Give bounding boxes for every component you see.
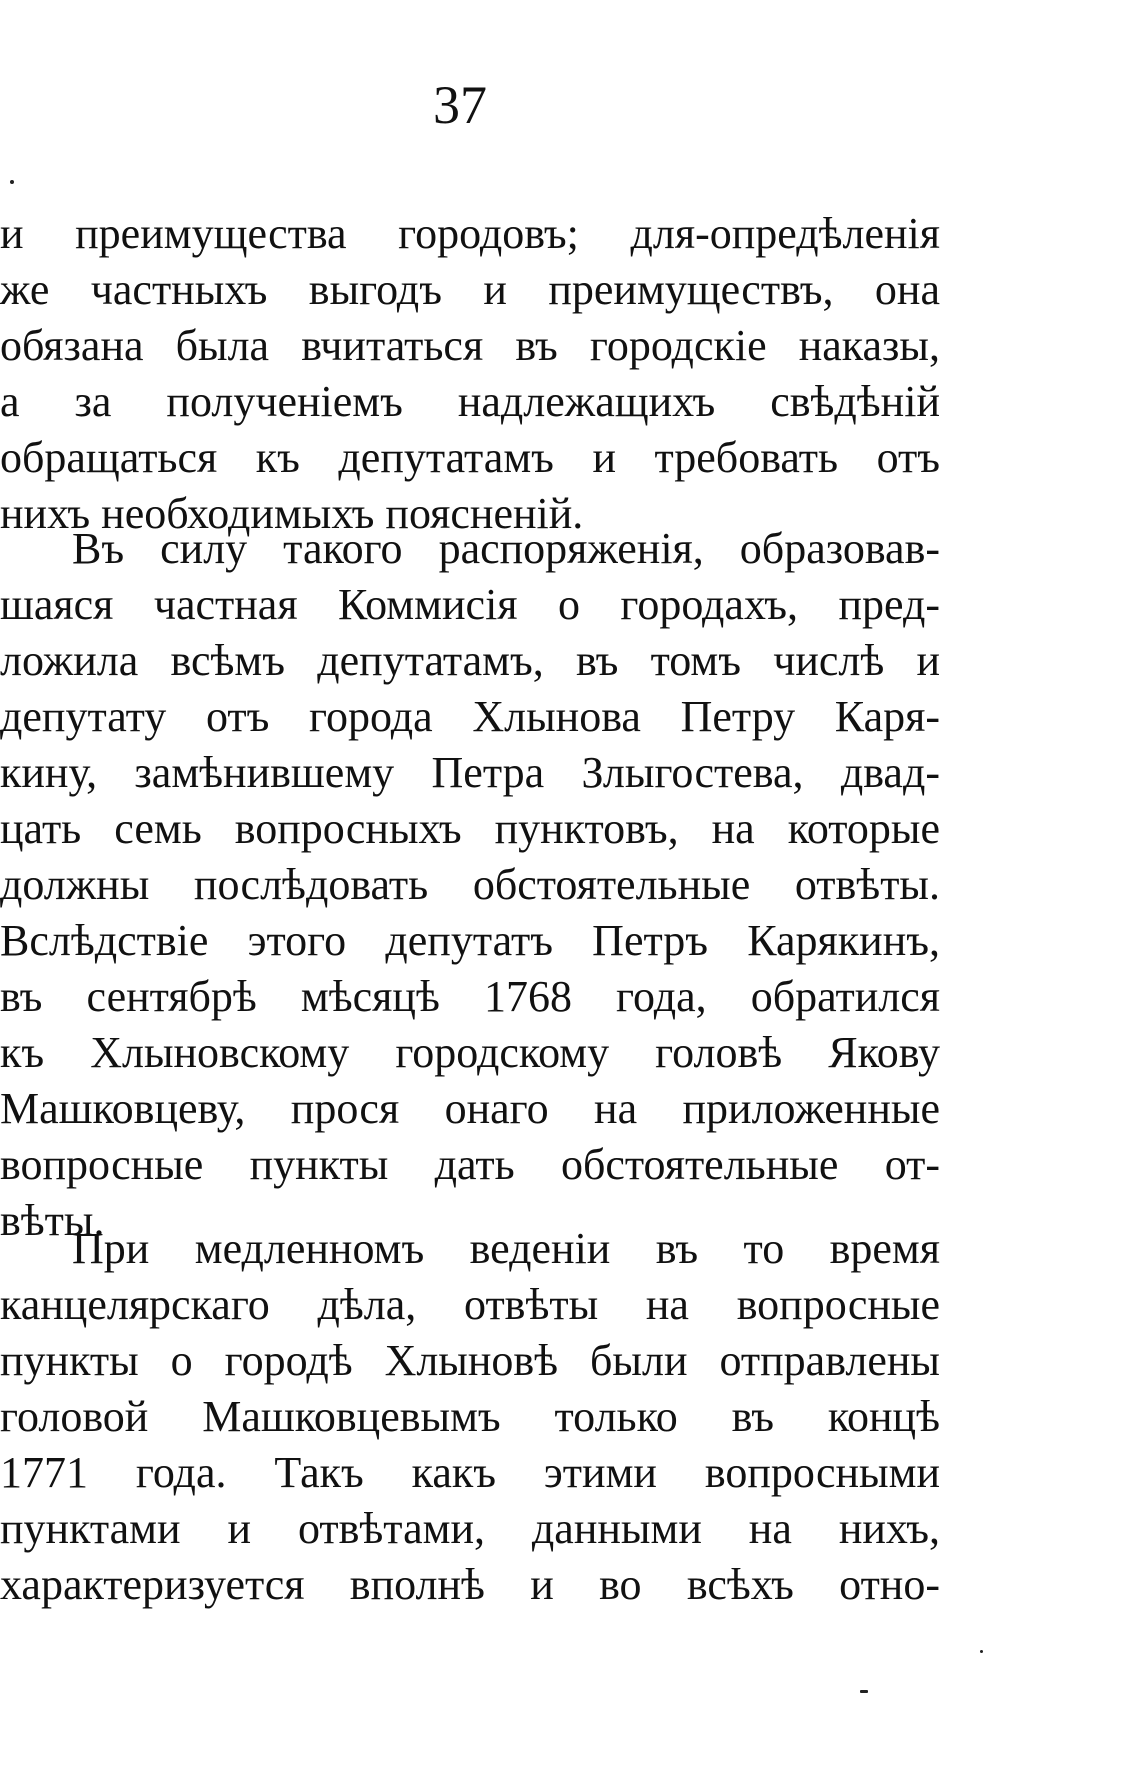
text-line: депутату отъ города Хлынова Петру Каря-	[0, 692, 940, 741]
text-line: а за полученіемъ надлежащихъ свѣдѣній	[0, 377, 940, 426]
text-line: цать семь вопросныхъ пунктовъ, на которые	[0, 804, 940, 853]
paragraph-3	[0, 1221, 940, 1613]
text-line: должны послѣдовать обстоятельные отвѣты.	[0, 860, 940, 909]
text-line: обязана была вчитаться въ городскіе наказы,	[0, 321, 940, 370]
text-line: обращаться къ депутатамъ и требовать отъ	[0, 433, 940, 482]
text-line: же частныхъ выгодъ и преимуществъ, она	[0, 265, 940, 314]
text-line: къ Хлыновскому городскому головѣ Якову	[0, 1028, 940, 1077]
paragraph-2	[0, 521, 940, 1249]
text-line: Машковцеву, прося онаго на приложенные	[0, 1084, 940, 1133]
text-line: 1771 года. Такъ какъ этими вопросными	[0, 1448, 940, 1497]
text-line: шаяся частная Коммисія о городахъ, пред-	[0, 580, 940, 629]
text-line: пунктами и отвѣтами, данными на нихъ,	[0, 1504, 940, 1553]
text-line: нихъ необходимыхъ поясненій.	[0, 489, 584, 538]
text-line: кину, замѣнившему Петра Злыгостева, двад-	[0, 748, 940, 797]
text-line: ложила всѣмъ депутатамъ, въ томъ числѣ и	[0, 636, 940, 685]
text-line: характеризуется вполнѣ и во всѣхъ отно-	[0, 1560, 940, 1609]
paragraph-1	[0, 206, 940, 542]
text-line: пункты о городѣ Хлыновѣ были отправлены	[0, 1336, 940, 1385]
print-speck	[980, 1650, 983, 1653]
text-line: головой Машковцевымъ только въ концѣ	[0, 1392, 940, 1441]
print-speck	[10, 180, 14, 184]
text-line: вѣты.	[0, 1196, 105, 1245]
text-line: канцелярскаго дѣла, отвѣты на вопросные	[0, 1280, 940, 1329]
text-line: въ сентябрѣ мѣсяцѣ 1768 года, обратился	[0, 972, 940, 1021]
text-line: Въ силу такого распоряженія, образовав-	[72, 524, 940, 573]
page-number: 37	[433, 75, 487, 135]
text-line: и преимущества городовъ; для-опредѣленія	[0, 209, 940, 258]
text-line: При медленномъ веденіи въ то время	[72, 1224, 940, 1273]
print-speck	[860, 1690, 868, 1693]
text-line: Вслѣдствіе этого депутатъ Петръ Карякинъ,	[0, 916, 940, 965]
text-line: вопросные пункты дать обстоятельные от-	[0, 1140, 940, 1189]
